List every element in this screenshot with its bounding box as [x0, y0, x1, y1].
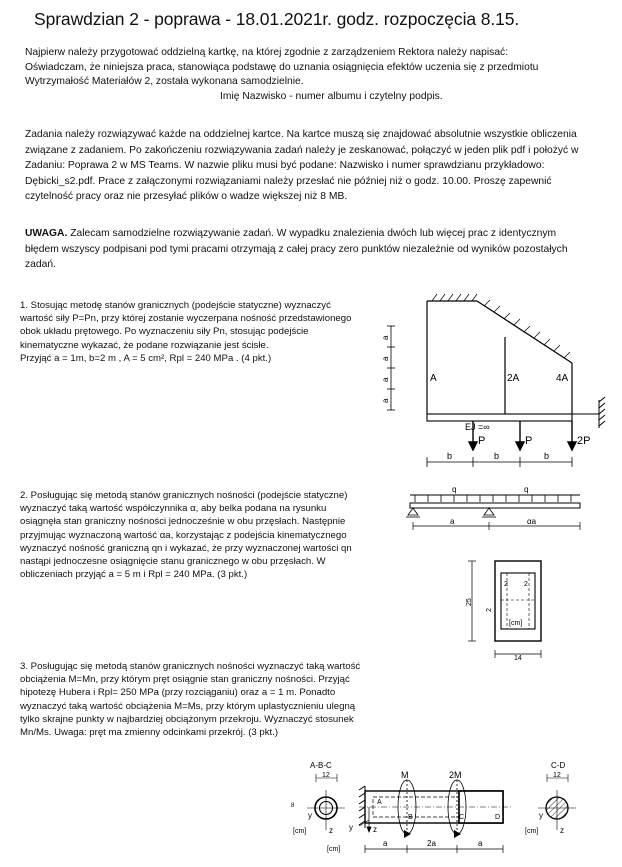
dim-label: 8	[291, 803, 295, 809]
axis-label: y	[308, 811, 312, 820]
span-label: αa	[527, 517, 537, 526]
span-label: a	[383, 839, 388, 848]
moment-label: M	[401, 770, 409, 780]
task2-text	[20, 489, 352, 581]
dim-label: 12	[322, 772, 330, 779]
task2-line: przyjmując wyznaczoną wartość αa, korzystając z podejścia kinematycznego	[20, 529, 347, 541]
load-label: P	[478, 435, 486, 447]
unit-label: [cm]	[509, 620, 523, 627]
intro-line: Oświadczam, że niniejsza praca, stanowiąca podstawę do uznania osiągnięcia efektów uczenia się z przedmiotu	[25, 61, 539, 73]
wall-label: 2	[504, 581, 508, 588]
task1-figure	[370, 290, 610, 470]
task1-line: 1. Stosując metodę stanów granicznych (podejście statyczne) wyznaczyć	[20, 300, 331, 311]
axis-label: y	[539, 811, 543, 820]
load-label: P	[525, 435, 533, 447]
rigid-beam	[427, 414, 572, 421]
axis-label: z	[329, 826, 333, 835]
unit-label: [cm]	[293, 828, 307, 835]
axis-label: z	[373, 825, 377, 834]
bar-label: A	[430, 373, 437, 384]
instructions-line: Zadania należy rozwiązywać każde na oddzielnej kartce. Na kartce muszą się znajdować absolutnie wszystkie obliczenia	[25, 129, 577, 140]
axis-label: z	[560, 826, 564, 835]
task2-line: wyznaczyć nośność graniczną qn i wykazać, że przy wyznaczonej wartości qn	[20, 542, 352, 554]
height-label: 25	[466, 598, 473, 606]
section-label: A-B-C	[310, 761, 332, 770]
task2-beam-figure	[400, 484, 590, 534]
task1-line: kinematyczne wykazać, że podane rozwiązanie jest ścisłe.	[20, 339, 269, 351]
task2-line: wyznaczyć taką wartość współczynnika α, aby belka podana na rysunku	[20, 503, 327, 515]
section-left-axes	[307, 790, 345, 830]
warning-line: błędem wszyscy podpisani pod tymi pracami otrzymają z całej pracy zero punktów niezależnie od wyników pozostałych	[25, 243, 568, 255]
point-label: D	[495, 814, 501, 821]
instructions-line: związane z zadaniem. Po zakończeniu rozwiązywania zadań należy je zeskanować, połączyć w jeden plik pdf i położyć w	[25, 144, 579, 156]
beam-supports	[406, 508, 496, 517]
dim-label: a	[381, 335, 390, 340]
instructions-line: Zadaniu: Poprawa 2 w MS Teams. W nazwie pliku musi być podane: Nazwisko i numer sprawdzianu przykładowo:	[25, 160, 545, 172]
intro-line: Wytrzymałość Materiałów 2, została wykonana samodzielnie.	[25, 76, 304, 88]
task3-line: 3. Posługując się metodą stanów granicznych nośności wyznaczyć taką wartość	[20, 661, 361, 672]
task3-line: obciążenia M=Mn, przy którym pręt osiągnie stan graniczny nośności. Przyjąć	[20, 674, 350, 686]
warning-text: Zalecam samodzielne rozwiązywanie zadań. W wypadku znalezienia dwóch lub więcej prac z identycznym	[67, 228, 557, 239]
section-label: C-D	[551, 761, 566, 770]
load-label: q	[452, 485, 457, 494]
warning-label: UWAGA.	[25, 228, 68, 239]
bar-label: 4A	[556, 373, 569, 384]
intro-line: Najpierw należy przygotować oddzielną kartkę, na której zgodnie z zarządzeniem Rektora należy napisać:	[25, 47, 509, 58]
task1-line: wartość siły P=Pn, przy której zostanie wyczerpana nośność przedstawionego	[20, 313, 352, 325]
span-label: a	[478, 839, 483, 848]
task2-line: obliczeniach przyjąć a = 5 m i Rpl = 240 MPa. (3 pkt.)	[20, 569, 248, 581]
task3-figure	[285, 760, 615, 865]
unit-label: [cm]	[327, 846, 341, 853]
ceiling-support	[427, 294, 572, 363]
instructions-line: czytelność pracy oraz nie przesyłać plików o wadze większej niż 8 MB.	[25, 191, 348, 203]
right-support	[572, 397, 605, 428]
bar-label: 2A	[507, 373, 520, 384]
instructions-line: Dębicki_s2.pdf. Prace z załączonymi rozwiązaniami należy przesłać nie później niż o godz. 10.00. Proszę zapewnić	[25, 175, 552, 187]
dim-label: a	[381, 356, 390, 361]
point-label: C	[459, 814, 465, 821]
task3-text	[20, 660, 360, 739]
task2-section-figure	[462, 558, 552, 663]
task2-line: nastąpi jednoczesne osiągnięcie stanu granicznego w obu przęsłach. W	[20, 556, 326, 568]
signature-line: Imię Nazwisko - numer albumu i czytelny podpis.	[220, 91, 443, 102]
task2-line: 2. Posługując się metodą stanów granicznych nośności (podejście statyczne)	[20, 490, 348, 501]
warning-paragraph	[25, 226, 568, 273]
warning-line: zadań.	[25, 259, 56, 271]
moment-label: 2M	[449, 770, 462, 780]
task2-line: osiągnęła stan graniczny nośności jednocześnie w obu przęsłach. Następnie	[20, 516, 346, 528]
span-label: b	[494, 451, 500, 461]
wall-label: 2	[524, 581, 528, 588]
task3-line: tylko skrajne punkty w najbardziej obciążonym przekroju. Wyznaczyć stosunek	[20, 713, 354, 725]
dim-label: a	[381, 398, 390, 403]
intro-paragraph	[25, 46, 538, 90]
instructions-paragraph	[25, 127, 578, 205]
point-label: A	[377, 799, 382, 806]
task3-line: hipotezę Hubera i Rpl= 250 MPa (przy rozciąganiu) oraz a = 1 m. Ponadto	[20, 687, 336, 699]
dim-label: a	[381, 377, 390, 382]
dim-label: 12	[553, 772, 561, 779]
load-label: q	[524, 485, 529, 494]
distributed-load	[415, 495, 571, 502]
width-label: 14	[514, 655, 522, 662]
wall-label: 2	[486, 608, 493, 612]
load-label: 2P	[577, 435, 591, 447]
beam-stiffness-label: EJ =∞	[465, 422, 490, 432]
task1-line: Przyjąć a = 1m, b=2 m , A = 5 cm², Rpl = 240 MPa . (4 pkt.)	[20, 352, 272, 364]
section-right-axes	[538, 790, 576, 830]
task3-line: Mn/Ms. Uwaga: pręt ma zmienny odcinkami przekrój. (3 pkt.)	[20, 727, 279, 739]
axis-label: y	[349, 823, 353, 832]
task1-line: obok układu prętowego. Po wyznaczeniu siły Pn, stosując podejście	[20, 326, 309, 338]
span-label: 2a	[427, 839, 436, 848]
point-label: B	[408, 814, 413, 821]
span-label: a	[450, 517, 455, 526]
task3-line: wyznaczyć taką wartość obciążenia M=Ms, przy którym uplastycznieniu ulegną	[20, 700, 356, 712]
span-label: b	[544, 451, 550, 461]
axis-label: x	[374, 799, 377, 805]
unit-label: [cm]	[525, 828, 539, 835]
span-label: b	[447, 451, 453, 461]
task1-text	[20, 299, 351, 365]
beam	[410, 503, 580, 508]
horizontal-dimension	[413, 522, 580, 530]
page-title: Sprawdzian 2 - poprawa - 18.01.2021r. godz. rozpoczęcia 8.15.	[34, 9, 520, 29]
